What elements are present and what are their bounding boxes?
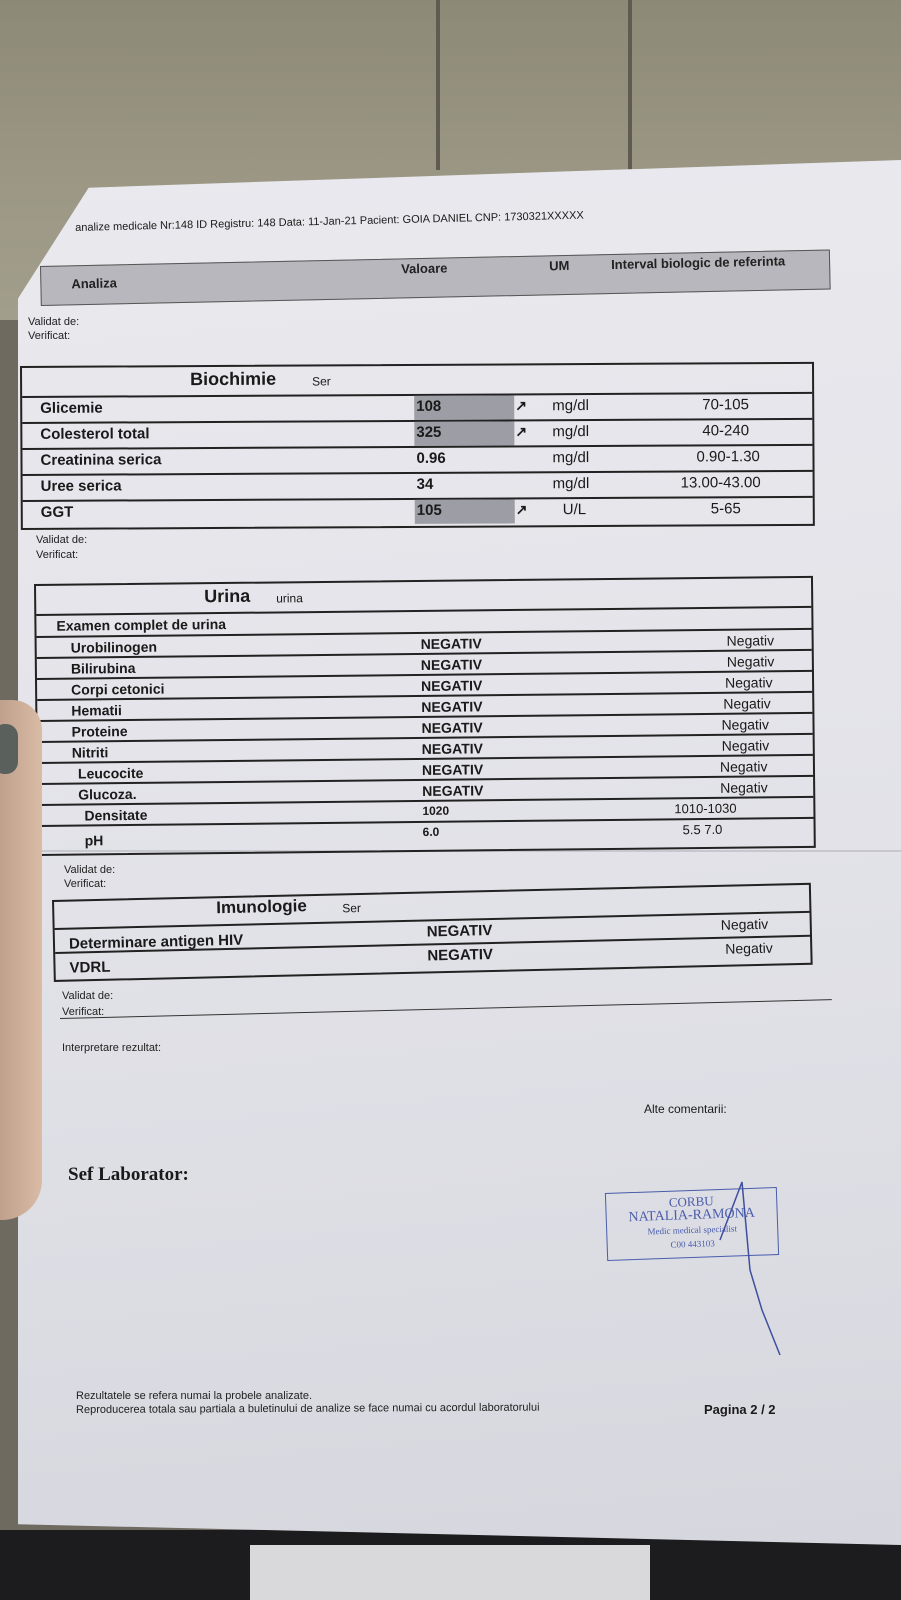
table-row — [23, 496, 813, 526]
analyte-ref: Negativ — [726, 653, 775, 670]
interpretare-label: Interpretare rezultat: — [62, 1042, 162, 1054]
biochimie-sub: Ser — [312, 374, 331, 389]
fingernail — [0, 724, 18, 774]
analyte-name: Nitriti — [71, 744, 109, 761]
analyte-value: 0.96 — [416, 449, 446, 467]
analyte-name: Bilirubina — [70, 659, 136, 677]
validat-label: Validat de: — [36, 534, 88, 546]
high-flag-icon: ↗ — [515, 423, 528, 440]
biochimie-table — [20, 362, 815, 530]
analyte-name: Leucocite — [77, 764, 144, 782]
verificat-label: Verificat: — [64, 878, 107, 890]
analyte-name: VDRL — [69, 958, 111, 977]
validat-label: Validat de: — [64, 864, 116, 876]
imunologie-table — [52, 883, 813, 982]
analyte-ref: Negativ — [721, 737, 770, 754]
verificat-label: Verificat: — [28, 330, 71, 342]
analyte-value: NEGATIV — [421, 719, 483, 736]
analyte-value: NEGATIV — [422, 782, 484, 799]
verificat-label: Verificat: — [62, 1006, 105, 1018]
alte-comentarii-label: Alte comentarii: — [644, 1102, 727, 1116]
analyte-ref: Negativ — [724, 674, 773, 691]
analyte-name: Glucoza. — [78, 785, 137, 803]
analyte-value: 108 — [416, 397, 442, 415]
stamp-line: CORBU — [668, 1193, 714, 1210]
analyte-ref: 70-105 — [702, 396, 749, 414]
analyte-ref: Negativ — [721, 716, 770, 733]
biochimie-title: Biochimie — [190, 368, 277, 390]
analyte-name: Hematii — [71, 702, 122, 719]
imunologie-title: Imunologie — [216, 896, 308, 918]
analyte-value: NEGATIV — [427, 946, 494, 965]
analyte-value: NEGATIV — [420, 635, 482, 652]
imunologie-sub: Ser — [342, 900, 362, 916]
analyte-name: Densitate — [84, 806, 148, 824]
analyte-name: Glicemie — [40, 399, 103, 417]
col-interval: Interval biologic de referinta — [610, 253, 786, 273]
validat-label: Validat de: — [62, 990, 114, 1002]
analyte-name: Uree serica — [40, 477, 122, 495]
analyte-ref: 0.90-1.30 — [696, 448, 760, 466]
analyte-unit: mg/dl — [552, 449, 590, 467]
analyte-value: 325 — [416, 423, 442, 441]
analyte-value: NEGATIV — [420, 656, 483, 673]
group-title: Examen complet de urina — [56, 615, 227, 634]
analyte-name: GGT — [40, 503, 74, 521]
analyte-unit: mg/dl — [552, 397, 589, 415]
col-um: UM — [548, 257, 570, 274]
analyte-ref: 5-65 — [710, 500, 741, 518]
report-header: analize medicale Nr:148 ID Registru: 148 Data: 11-Jan-21 Pacient: GOIA DANIEL CNP: 1730321XXXXX — [75, 209, 584, 234]
analyte-ref: 1010-1030 — [674, 800, 737, 817]
analyte-name: Determinare antigen HIV — [68, 931, 244, 953]
analyte-value: 34 — [416, 475, 434, 493]
hand — [0, 700, 42, 1220]
analyte-value: NEGATIV — [421, 677, 483, 694]
high-flag-icon: ↗ — [515, 501, 528, 518]
col-analiza: Analiza — [71, 275, 118, 292]
analyte-value: NEGATIV — [421, 698, 483, 715]
stamp-line: Medic medical specialist — [647, 1223, 738, 1237]
sef-laborator-label: Sef Laborator: — [68, 1164, 189, 1185]
analyte-ref: Negativ — [725, 939, 773, 957]
validat-label: Validat de: — [28, 316, 80, 328]
table-row — [22, 444, 812, 474]
footer-note: Rezultatele se refera numai la probele analizate. — [76, 1390, 313, 1402]
analyte-value: 105 — [416, 501, 442, 519]
analyte-value: NEGATIV — [421, 740, 484, 757]
analyte-ref: Negativ — [719, 758, 768, 775]
table-row — [22, 418, 812, 448]
analyte-name: Proteine — [71, 723, 128, 740]
col-valoare: Valoare — [400, 260, 448, 277]
urina-title: Urina — [204, 585, 251, 607]
verificat-label: Verificat: — [36, 549, 79, 561]
analyte-ref: Negativ — [720, 915, 769, 933]
page-number: Pagina 2 / 2 — [704, 1402, 776, 1417]
analyte-value: NEGATIV — [426, 922, 493, 941]
stamp-line: C00 443103 — [670, 1238, 715, 1250]
analyte-ref: Negativ — [726, 632, 775, 649]
analyte-name: Corpi cetonici — [71, 680, 165, 698]
analyte-name: Colesterol total — [40, 425, 150, 443]
analyte-value: NEGATIV — [421, 761, 484, 778]
analyte-value: 1020 — [422, 803, 450, 818]
column-header-bar — [40, 249, 831, 306]
analyte-unit: mg/dl — [552, 475, 590, 493]
analyte-ref: Negativ — [720, 779, 768, 796]
analyte-value: 6.0 — [422, 824, 440, 839]
urina-sub: urina — [276, 591, 303, 606]
analyte-ref: Negativ — [723, 695, 771, 712]
urina-table — [34, 576, 816, 856]
stamp-line: NATALIA-RAMONA — [628, 1205, 756, 1226]
analyte-unit: U/L — [562, 501, 587, 519]
table-row — [23, 470, 813, 500]
high-flag-icon: ↗ — [515, 397, 527, 414]
table-row — [22, 392, 812, 422]
analyte-unit: mg/dl — [552, 423, 590, 441]
analyte-name: Creatinina serica — [40, 451, 162, 469]
footer-note: Reproducerea totala sau partiala a buletinului de analize se face numai cu acordul laboratorului — [76, 1401, 540, 1416]
signature-icon — [700, 1180, 800, 1360]
analyte-name: pH — [84, 832, 104, 849]
divider-line — [60, 999, 832, 1019]
analyte-ref: 40-240 — [702, 422, 750, 440]
analyte-name: Urobilinogen — [70, 638, 158, 656]
analyte-ref: 13.00-43.00 — [680, 474, 761, 492]
analyte-ref: 5.5 7.0 — [682, 821, 723, 838]
